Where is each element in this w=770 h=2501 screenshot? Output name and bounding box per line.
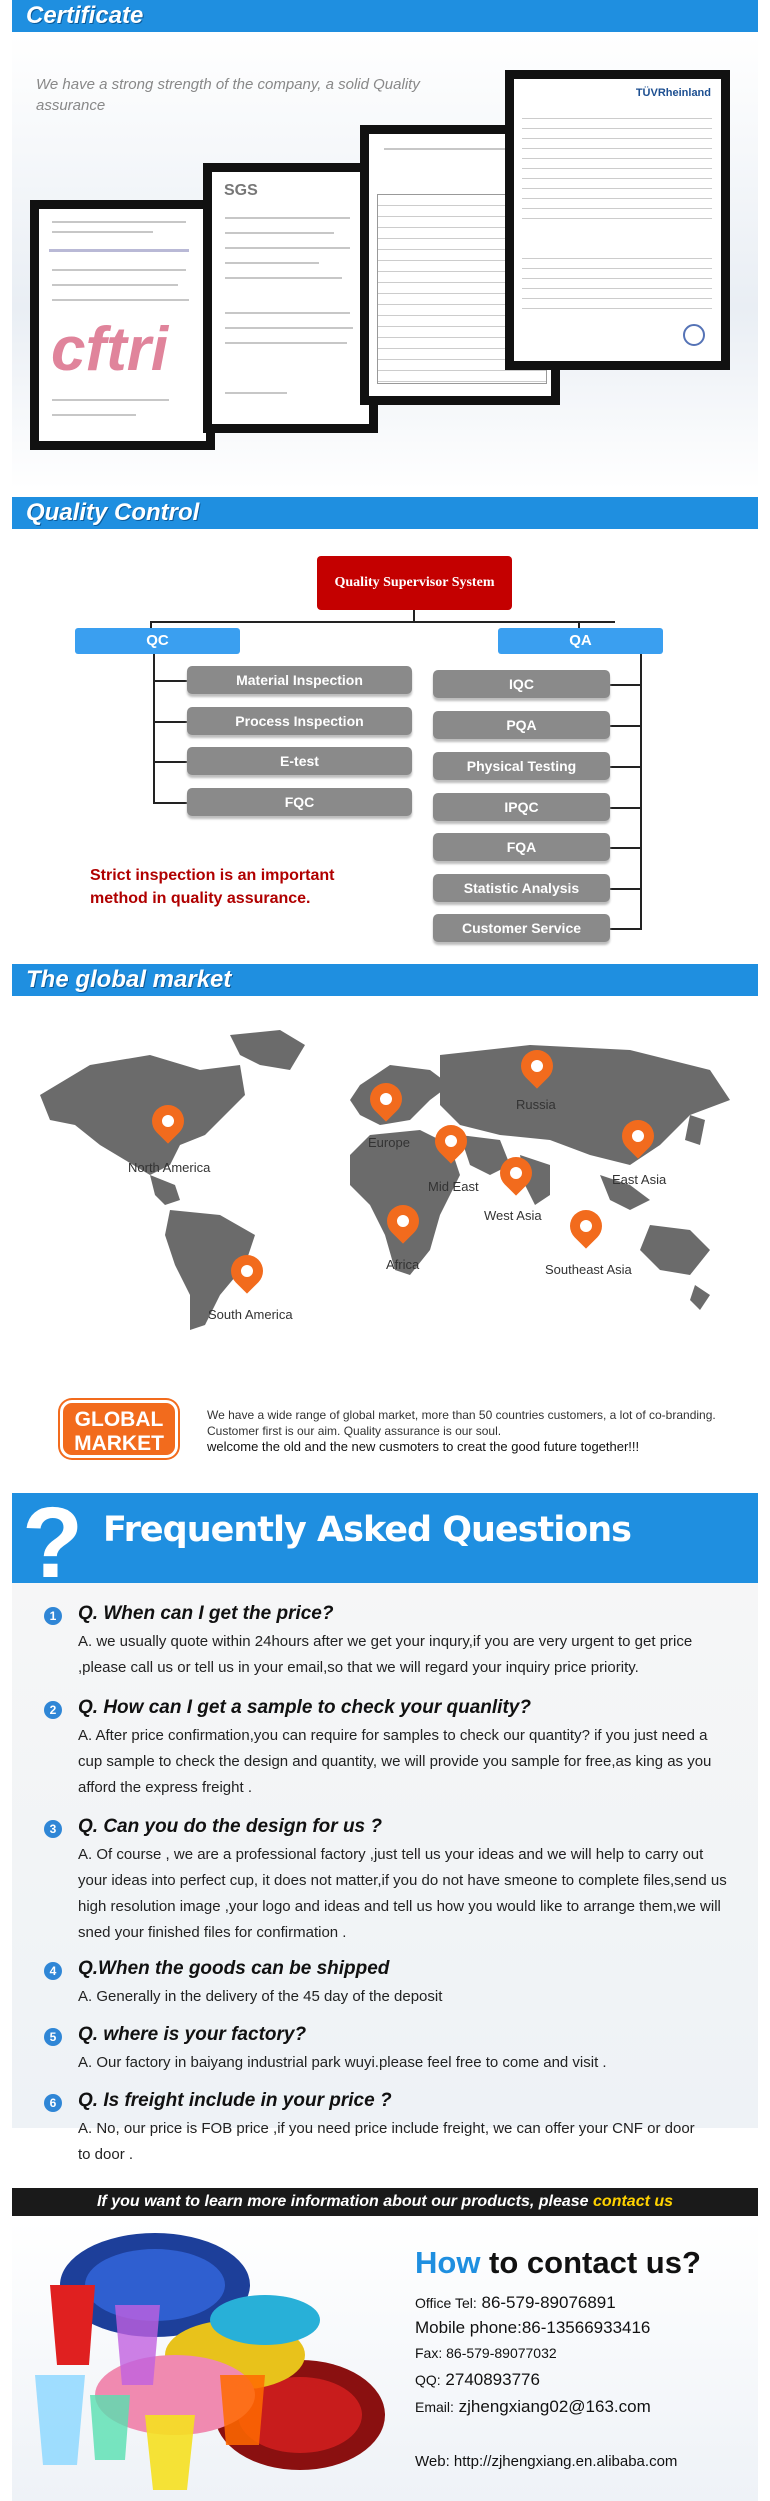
cftri-certificate [30,200,215,450]
office-tel: Office Tel: 86-579-89076891 [415,2293,616,2312]
qc-item-fqc: FQC [187,788,412,816]
faq-answer-4: A. Generally in the delivery of the 45 day of the deposit [78,1988,443,2005]
qa-label: QA [498,628,663,654]
faq-answer-3: A. Of course , we are a professional factory ,just tell us your ideas and we will help to carry out your ideas into perfect cup, it does not matter,if you do not have smeone to complete files,send us high resolution image ,your logo and ideas and tell us how you would like to arrange them,we will sned your finished files for confirmation . [78,1846,727,1941]
region-label-africa: Africa [386,1257,420,1272]
faq-answer-1: A. we usually quote within 24hours after we get your inqury,if you are very urgent to get price ,please call us or tell us in your email,so that we will regard your inquiry price priority. [78,1633,693,1676]
region-label-mid-east: Mid East [428,1179,479,1194]
qa-item-pqa: PQA [433,711,610,739]
email: Email: zjhengxiang02@163.com [415,2397,651,2416]
website: Web: http://zjhengxiang.en.alibaba.com [415,2453,678,2470]
quality-note: Strict inspection is an important method in quality assurance. [90,867,335,907]
faq-number-6: 6 [44,2094,62,2112]
contact-us-link[interactable]: contact us [593,2193,674,2210]
region-label-east-asia: East Asia [612,1172,667,1187]
faq-question-3: Q. Can you do the design for us ? [78,1816,383,1837]
plastic-cups-image [15,2225,405,2495]
qq: QQ: 2740893776 [415,2370,540,2389]
qa-item-fqa: FQA [433,833,610,861]
sgs-certificate [203,163,378,433]
faq-question-2: Q. How can I get a sample to check your quanlity? [78,1697,531,1718]
qa-item-customer-service: Customer Service [433,914,610,942]
global-market-header: The global market [12,964,758,996]
mobile-phone: Mobile phone:86-13566933416 [415,2318,651,2337]
qa-item-iqc: IQC [433,670,610,698]
qa-item-statistic-analysis: Statistic Analysis [433,874,610,902]
faq-number-5: 5 [44,2028,62,2046]
faq-question-6: Q. Is freight include in your price ? [78,2090,392,2111]
faq-question-4: Q.When the goods can be shipped [78,1958,390,1979]
contact-banner: If you want to learn more information about our products, please contact us [12,2188,758,2216]
faq-number-3: 3 [44,1820,62,1838]
region-label-north-america: North America [128,1160,211,1175]
qa-item-ipqc: IPQC [433,793,610,821]
faq-number-2: 2 [44,1701,62,1719]
certificate-header: Certificate [12,0,758,32]
cftri-logo: cftri [51,315,169,384]
sgs-logo: SGS [224,182,258,199]
region-label-europe: Europe [368,1135,410,1150]
seal-icon [683,324,705,346]
quality-control-header: Quality Control [12,497,758,529]
faq-number-4: 4 [44,1962,62,1980]
faq-title: Frequently Asked Questions [103,1510,632,1550]
qc-item-material-inspection: Material Inspection [187,666,412,694]
region-label-southeast-asia: Southeast Asia [545,1262,632,1277]
faq-answer-2: A. After price confirmation,you can require for samples to check our quantity? if you just need a cup sample to check the design and quantity, we will provide you sample for free,as king as you afford the express freight . [78,1727,712,1796]
email-link[interactable]: zjhengxiang02@163.com [458,2397,651,2416]
qc-item-process-inspection: Process Inspection [187,707,412,735]
tuv-logo: TÜVRheinland [635,87,711,99]
qc-label: QC [75,628,240,654]
quality-supervisor-box: Quality Supervisor System [317,556,512,610]
question-mark-icon: ? [22,1487,84,1599]
global-market-text: We have a wide range of global market, more than 50 countries customers, a lot of co-branding. Customer first is our aim. Quality assurance is our soul. welcome the old and the new cusmoters to creat the good future together!!! [207,1408,716,1454]
fax: Fax: 86-579-89077032 [415,2345,557,2361]
region-label-russia: Russia [516,1097,556,1112]
region-label-west-asia: West Asia [484,1208,542,1223]
faq-answer-5: A. Our factory in baiyang industrial park wuyi.please feel free to come and visit . [78,2054,607,2071]
faq-number-1: 1 [44,1607,62,1625]
certificate-tagline: We have a strong strength of the company, a solid Quality assurance [36,76,420,114]
contact-title: How to contact us? [415,2245,701,2280]
qa-item-physical-testing: Physical Testing [433,752,610,780]
faq-answer-6: A. No, our price is FOB price ,if you need price include freight, we can offer your CNF or door to door . [78,2120,695,2163]
global-market-badge: GLOBAL MARKET [60,1400,178,1458]
qc-item-e-test: E-test [187,747,412,775]
region-label-south-america: South America [208,1307,293,1322]
faq-question-5: Q. where is your factory? [78,2024,307,2045]
tuv-certificate [505,70,730,370]
faq-question-1: Q. When can I get the price? [78,1603,334,1624]
website-link[interactable]: http://zjhengxiang.en.alibaba.com [453,2453,678,2470]
